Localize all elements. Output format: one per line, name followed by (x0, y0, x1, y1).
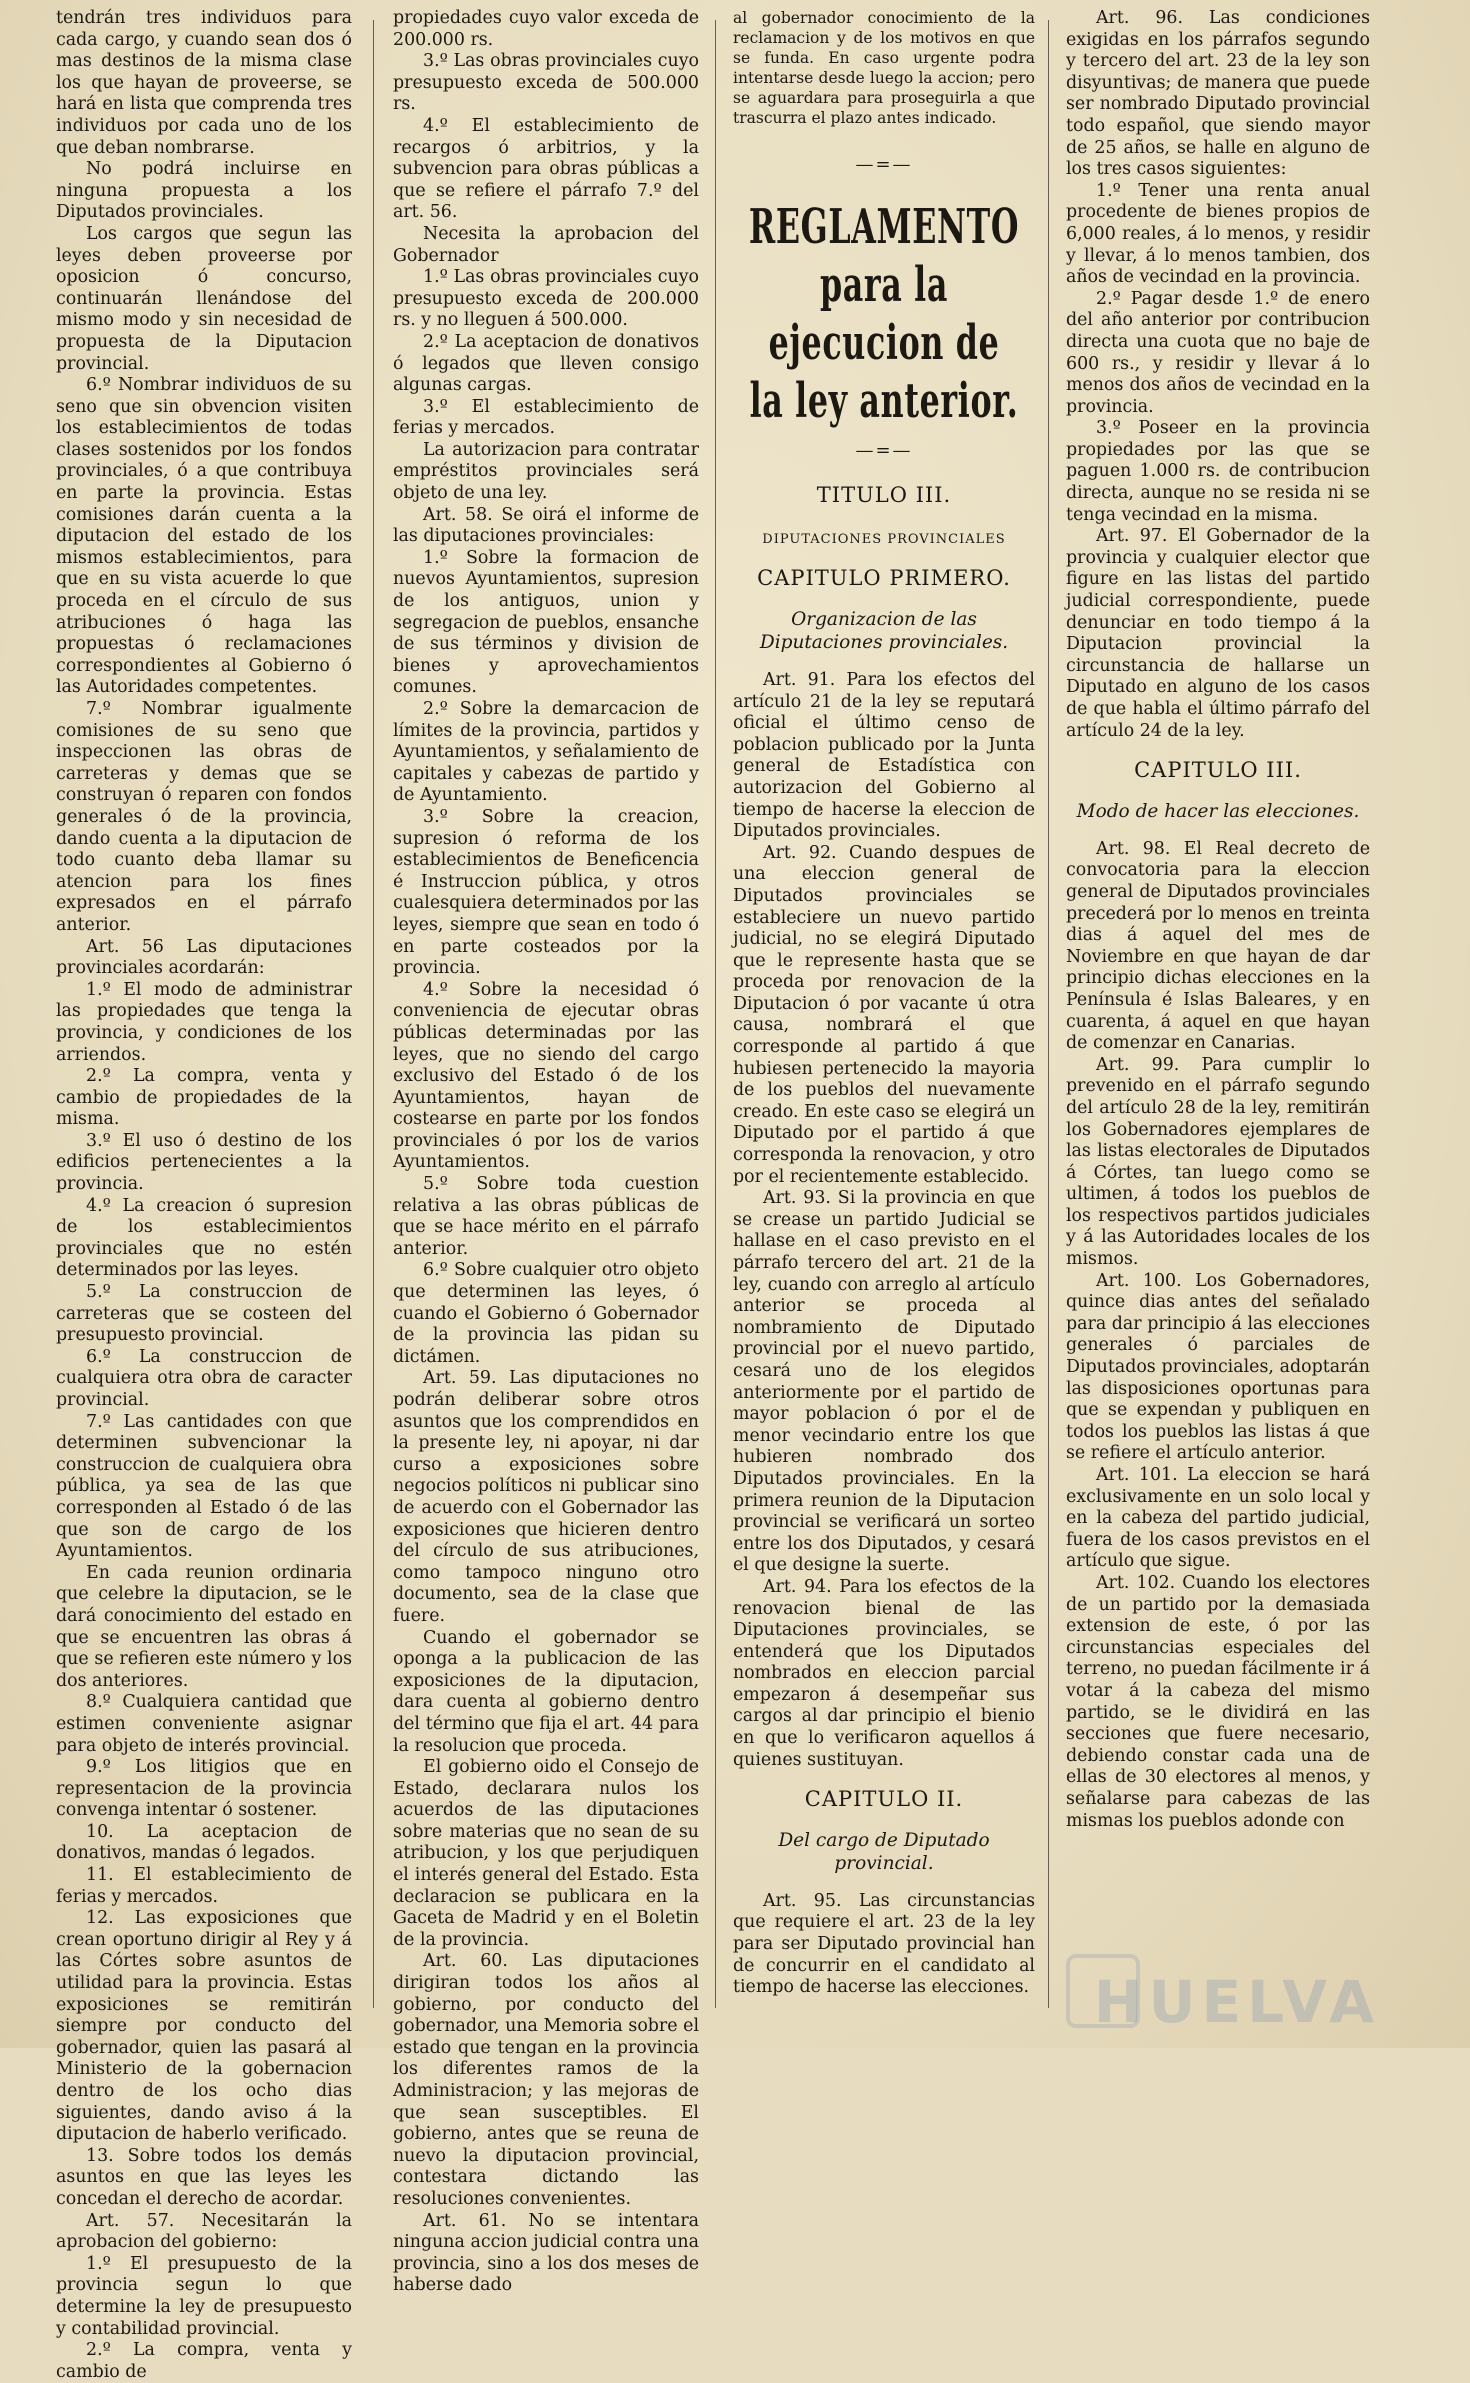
article-57: Art. 57. Necesitarán la aprobacion del gobierno: (56, 2210, 352, 2253)
chapter-subtitle: Organizacion de las Diputaciones provinciales. (759, 608, 1009, 653)
paragraph: 4.º La creacion ó supresion de los establecimientos provinciales que no estén determinados por las leyes. (56, 1195, 352, 1281)
paragraph: 3.º El establecimiento de ferias y mercados. (393, 396, 699, 439)
article-93: Art. 93. Si la provincia en que se crease un partido Judicial se hallase en el caso previsto en el párrafo tercero del art. 21 de la ley, cuando con arreglo al artículo anterior se proceda al nombramiento de Diputado provincial por el nuevo partido, cesará uno de los elegidos anteriormente por el partido de mayor poblacion ó por el de menor vecindario entre los que hubieren nombrado dos Diputados provinciales. En la primera reunion de la Diputacion provincial se verificará un sorteo entre los dos Diputados, y cesará el que designe la suerte. (733, 1188, 1035, 1576)
article-98: Art. 98. El Real decreto de convocatoria para la eleccion general de Diputados provinciales precederá por lo menos en treinta dias á aquel del mes de Noviembre en que hayan de dar principio dichas elecciones en la Península é Islas Baleares, y en cuarenta, á aquel en que hayan de comenzar en Canarias. (1066, 838, 1370, 1054)
paragraph: 1.º El modo de administrar las propiedades que tenga la provincia, y condiciones de los arriendos. (56, 979, 352, 1065)
paragraph: 4.º El establecimiento de recargos ó arbitrios, y la subvencion para obras públicas a que se refiere el párrafo 7.º del art. 56. (393, 115, 699, 223)
paragraph: 7.º Nombrar igualmente comisiones de su seno que inspeccionen las obras de carreteras y demas que se construyan ó reparen con fondos generales ó de la provincia, dando cuenta a la diputacion de todo cuanto deba llamar su atencion para los fines expresados en el párrafo anterior. (56, 699, 352, 935)
paragraph: 3.º Poseer en la provincia propiedades por las que se paguen 1.000 rs. de contribucion directa, aunque no se resida ni se tenga vecindad en la misma. (1066, 418, 1370, 525)
article-95: Art. 95. Las circunstancias que requiere el art. 23 de la ley para ser Diputado provincial han de concurrir en el candidato al tiempo de hacerse las elecciones. (733, 1890, 1035, 1998)
column-4 (1066, 8, 1370, 2040)
paragraph: La autorizacion para contratar empréstitos provinciales será objeto de una ley. (393, 439, 699, 504)
article-101: Art. 101. La eleccion se hará exclusivamente en un solo local y en la cabeza del partido judicial, fuera de los casos previstos en el artículo que sigue. (1066, 1465, 1370, 1572)
chapter-subtitle: Modo de hacer las elecciones. (1076, 800, 1360, 822)
paragraph: Los cargos que segun las leyes deben proveerse por oposicion ó concurso, continuarán llenándose del mismo modo y sin necesidad de propuesta de la Diputacion provincial. (56, 223, 352, 374)
paragraph: 3.º El uso ó destino de los edificios pertenecientes a la provincia. (56, 1130, 352, 1195)
paragraph: 5.º Sobre toda cuestion relativa a las obras públicas de que se hace mérito en el párrafo anterior. (393, 1174, 699, 1259)
paragraph: 6.º Sobre cualquier otro objeto que determinen las leyes, ó cuando el Gobierno ó Gobernador de la provincia las pidan su dictámen. (393, 1260, 699, 1367)
article-92: Art. 92. Cuando despues de una eleccion general de Diputados provinciales se estableciere un nuevo partido judicial, no se elegirá Diputado que le represente hasta que se proceda por renovacion de la Diputacion ó por vacante ú otra causa, nombrará el que corresponde al partido á que hubiesen pertenecido la mayoria de los pueblos del nuevamente creado. En este caso se elegirá un Diputado por el partido á que corresponda la renovacion, y otro por el recientemente establecido. (733, 842, 1035, 1187)
paragraph: 1.º Sobre la formacion de nuevos Ayuntamientos, supresion de los antiguos, union y segregacion de pueblos, ensanche de sus términos y division de bienes y aprovechamientos comunes. (393, 547, 699, 698)
column-rule (715, 20, 716, 2008)
column-1 (56, 8, 352, 2382)
paragraph: 12. Las exposiciones que crean oportuno dirigir al Rey y á las Córtes sobre asuntos de utilidad para la provincia. Estas exposiciones se remitirán siempre por conducto del gobernador, quien las pasará al Ministerio de la gobernacion dentro de los ocho dias siguientes, dando aviso á la diputacion de haberlo verificado. (56, 1908, 352, 2145)
paragraph: tendrán tres individuos para cada cargo, y cuando sean dos ó mas destinos de la misma clase los que hayan de proveerse, se hará en lista que comprenda tres individuos por cada uno de los que deban nombrarse. (56, 8, 352, 158)
paragraph: 2.º Pagar desde 1.º de enero del año anterior por contribucion directa una cuota que no baje de 600 rs., y residir y llevar á lo menos dos años de vecindad en la provincia. (1066, 288, 1370, 417)
column-rule (373, 20, 374, 2008)
paragraph: 7.º Las cantidades con que determinen subvencionar la construccion de cualquiera obra pública, ya sea de las que corresponden al Estado ó de las que son de cargo de los Ayuntamientos. (56, 1411, 352, 1562)
paragraph: 6.º Nombrar individuos de su seno que sin obvencion visiten los establecimientos de todas clases sostenidos por los fondos provinciales, ó a que contribuya en parte la provincia. Estas comisiones darán cuenta a la diputacion del estado de los mismos establecimientos, para que en su vista acuerde lo que proceda en el círculo de sus atribuciones ó haga las propuestas ó reclamaciones correspondientes al Gobierno ó las Autoridades competentes. (56, 375, 352, 698)
titulo-heading: TITULO III. (816, 483, 952, 508)
reglamento-subtitle: la ley anterior. (749, 372, 1019, 429)
chapter-heading: CAPITULO PRIMERO. (757, 566, 1011, 591)
paragraph: 5.º La construccion de carreteras que se costeen del presupuesto provincial. (56, 1282, 352, 1346)
chapter-heading: CAPITULO II. (804, 1787, 964, 1812)
article-99: Art. 99. Para cumplir lo prevenido en el párrafo segundo del artículo 28 de la ley, remitirán los Gobernadores ejemplares de las listas electorales de Diputados á Córtes, tan luego como se ultimen, á todos los pueblos de los respectivos partidos judiciales y á las Autoridades locales de los mismos. (1066, 1054, 1370, 1270)
paragraph: 8.º Cualquiera cantidad que estimen conveniente asignar para objeto de interés provincial. (56, 1692, 352, 1756)
separator: —=— (855, 154, 913, 175)
chapter-subtitle: Del cargo de Diputado provincial. (778, 1829, 990, 1874)
paragraph: 9.º Los litigios que en representacion de la provincia convenga intentar ó sostener. (56, 1757, 352, 1821)
article-100: Art. 100. Los Gobernadores, quince dias antes del señalado para dar principio á las elecciones generales ó parciales de Diputados provinciales, adoptarán las disposiciones oportunas para que se expendan y publiquen en todos los pueblos las listas á que se refiere el artículo anterior. (1066, 1270, 1370, 1464)
article-56: Art. 56 Las diputaciones provinciales acordarán: (56, 936, 352, 979)
paragraph: 3.º Las obras provinciales cuyo presupuesto exceda de 500.000 rs. (393, 51, 699, 115)
separator: —=— (855, 439, 913, 461)
reglamento-title: REGLAMENTO (748, 198, 1020, 255)
paragraph: 2.º La compra, venta y cambio de propiedades de la misma. (56, 1066, 352, 1130)
reglamento-subtitle: para la ejecucion de (768, 256, 1000, 371)
article-58: Art. 58. Se oirá el informe de las diputaciones provinciales: (393, 504, 699, 547)
article-61: Art. 61. No se intentara ninguna accion judicial contra una provincia, sino a los dos meses de haberse dado (393, 2210, 699, 2296)
paragraph: 2.º La compra, venta y cambio de (56, 2340, 352, 2382)
paragraph: 1.º Las obras provinciales cuyo presupuesto exceda de 200.000 rs. y no lleguen á 500.000. (393, 267, 699, 331)
watermark: HUELVA (1093, 1968, 1380, 2036)
paragraph: Cuando el gobernador se oponga a la publicacion de las exposiciones de la diputacion, dara cuenta al gobierno dentro del término que fija el art. 44 para la resolucion que proceda. (393, 1627, 699, 1756)
article-59: Art. 59. Las diputaciones no podrán deliberar sobre otros asuntos que los comprendidos en la presente ley, ni apoyar, ni dar curso a exposiciones sobre negocios políticos ni publicar sino de acuerdo con el Gobernador las exposiciones que hicieren dentro del círculo de sus atribuciones, como tampoco ninguno otro documento, sea de la clase que fuere. (393, 1368, 699, 1626)
article-94: Art. 94. Para los efectos de la renovacion bienal de las Diputaciones provinciales, se entenderá que los Diputados nombrados en eleccion parcial empezaron á desempeñar sus cargos al dar principio el bienio en que lo verificaron aquellos á quienes sustituyan. (733, 1576, 1035, 1770)
paragraph: al gobernador conocimiento de la reclamacion y de los motivos en que se funda. En caso urgente podra intentarse desde luego la accion; pero se aguardara para proseguirla a que trascurra el plazo antes indicado. (733, 9, 1035, 127)
article-97: Art. 97. El Gobernador de la provincia y cualquier elector que figure en las listas del partido judicial correspondiente, puede denunciar en todo tiempo á la Diputacion provincial la circunstancia de hallarse un Diputado en alguno de los casos de que habla el último párrafo del artículo 24 de la ley. (1066, 526, 1370, 741)
paragraph: 6.º La construccion de cualquiera otra obra de caracter provincial. (56, 1346, 352, 1410)
column-rule (1048, 20, 1049, 2008)
paragraph: 2.º Sobre la demarcacion de límites de la provincia, partidos y Ayuntamientos, y señalamiento de capitales y cabezas de partido y de Ayuntamiento. (393, 699, 699, 806)
article-96: Art. 96. Las condiciones exigidas en los párrafos segundo y tercero del art. 23 de la ley son disyuntivas; de manera que puede ser nombrado Diputado provincial todo español, que siendo mayor de 25 años, se halle en alguno de los tres casos siguientes: (1066, 8, 1370, 180)
column-3 (733, 8, 1035, 2040)
paragraph: 13. Sobre todos los demás asuntos en que las leyes les concedan el derecho de acordar. (56, 2145, 352, 2209)
paragraph: 3.º Sobre la creacion, supresion ó reforma de los establecimientos de Beneficencia é Instruccion pública, y otros cualesquiera determinados por las leyes, siempre que sean en todo ó en parte costeados por la provincia. (393, 806, 699, 979)
paragraph: El gobierno oido el Consejo de Estado, declarara nulos los acuerdos de las diputaciones sobre materias que no sean de su atribucion, y los que perjudiquen el interés general del Estado. Esta declaracion se publicara en la Gaceta de Madrid y en el Boletin de la provincia. (393, 1757, 699, 1950)
article-91: Art. 91. Para los efectos del artículo 21 de la ley se reputará oficial el último censo de poblacion publicado por la Junta general de Estadística con autorizacion del Gobierno al tiempo de hacerse la eleccion de Diputados provinciales. (733, 669, 1035, 842)
paragraph: 2.º La aceptacion de donativos ó legados que lleven consigo algunas cargas. (393, 331, 699, 396)
paragraph: No podrá incluirse en ninguna propuesta a los Diputados provinciales. (56, 159, 352, 223)
titulo-subheading: DIPUTACIONES PROVINCIALES (762, 531, 1006, 547)
article-102: Art. 102. Cuando los electores de un partido por la demasiada extension de este, ó por las circunstancias especiales del terreno, no puedan fácilmente ir á votar á la cabeza del mismo partido, se le dividirá en las secciones que fuere necesario, debiendo constar cada una de ellas de 30 electores al menos, y señalarse para cabezas de las mismas los pueblos adonde con (1066, 1572, 1370, 1831)
paragraph: 10. La aceptacion de donativos, mandas ó legados. (56, 1821, 352, 1864)
paragraph: 1.º El presupuesto de la provincia segun lo que determine la ley de presupuesto y contabilidad provincial. (56, 2253, 352, 2339)
paragraph: 11. El establecimiento de ferias y mercados. (56, 1865, 352, 1907)
paragraph: Necesita la aprobacion del Gobernador (393, 223, 699, 266)
paragraph: propiedades cuyo valor exceda de 200.000 rs. (393, 8, 699, 50)
chapter-heading: CAPITULO III. (1134, 758, 1302, 783)
paragraph: 1.º Tener una renta anual procedente de bienes propios de 6,000 reales, á lo menos, y residir y llevar, á lo menos tambien, dos años de vecindad en la provincia. (1066, 180, 1370, 288)
paragraph: En cada reunion ordinaria que celebre la diputacion, se le dará conocimiento del estado en que se encuentren las obras á que se refieren este número y los dos anteriores. (56, 1562, 352, 1691)
paragraph: 4.º Sobre la necesidad ó conveniencia de ejecutar obras públicas determinadas por las leyes, que no siendo del cargo exclusivo del Estado ó de los Ayuntamientos, hayan de costearse en parte por los fondos provinciales ó por los de varios Ayuntamientos. (393, 979, 699, 1173)
article-60: Art. 60. Las diputaciones dirigiran todos los años al gobierno, por conducto del gobernador, una Memoria sobre el estado que tengan en la provincia los diferentes ramos de la Administracion; y las mejoras de que sean susceptibles. El gobierno, antes que se reuna de nuevo la diputacion provincial, contestara dictando las resoluciones convenientes. (393, 1951, 699, 2209)
column-2 (393, 8, 699, 2296)
